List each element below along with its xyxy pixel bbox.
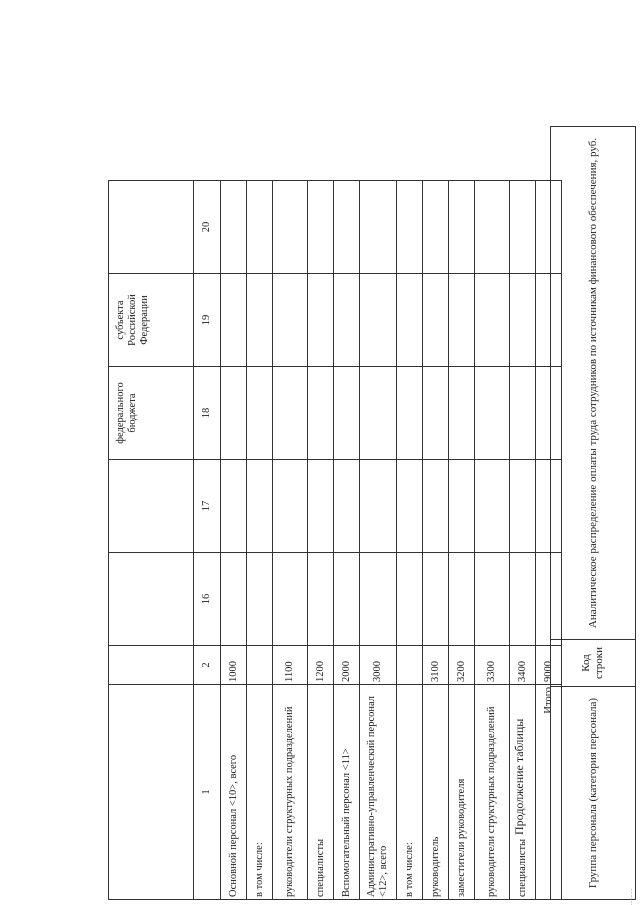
- header-cell-16: [109, 553, 194, 646]
- row-label: Основной персонал <10>, всего: [221, 685, 247, 900]
- row-label: Административно-управленческий персонал <12>, всего: [360, 685, 397, 900]
- row-code: [397, 646, 423, 685]
- table-row: [221, 181, 247, 900]
- column-number: 20: [194, 181, 221, 274]
- row-label: заместители руководителя: [449, 685, 475, 900]
- column-number: 17: [194, 460, 221, 553]
- row-code: 1100: [273, 646, 308, 685]
- column-number: 18: [194, 367, 221, 460]
- row-code: 2000: [334, 646, 360, 685]
- table-row: [397, 181, 423, 900]
- table-row: [423, 181, 449, 900]
- table-row: [475, 181, 510, 900]
- bottom-header-row: [551, 127, 636, 900]
- row-label: Вспомогательный персонал <11>: [334, 685, 360, 900]
- bottom-col-code: Код строки: [551, 640, 636, 687]
- federal-budget-label: федерального бюджета: [115, 382, 138, 444]
- row-code: [247, 646, 273, 685]
- header-cell-federal: [109, 367, 194, 460]
- total-code: 9000: [536, 646, 562, 685]
- row-label: специалисты: [308, 685, 334, 900]
- column-number: 19: [194, 274, 221, 367]
- table-row: [334, 181, 360, 900]
- column-number: 2: [194, 646, 221, 685]
- header-cell-code: [109, 646, 194, 685]
- subject-rf-label: субъекта Российской Федерации: [115, 294, 150, 346]
- header-cell-label: [109, 685, 194, 900]
- bottom-col-distribution: Аналитическое распределение оплаты труда сотрудников по источникам финансового обеспечения, руб.: [551, 127, 636, 640]
- header-cell-subject: [109, 274, 194, 367]
- table-row: [273, 181, 308, 900]
- row-label: в том числе:: [247, 685, 273, 900]
- table-row: [308, 181, 334, 900]
- row-label: специалисты: [510, 685, 536, 900]
- continuation-caption: Продолжение таблицы: [512, 718, 526, 835]
- header-cell-17: [109, 460, 194, 553]
- header-cell-20: [109, 181, 194, 274]
- bottom-col-group: Группа персонала (категория персонала): [551, 687, 636, 900]
- total-label: Итого: [536, 685, 562, 900]
- row-code: 3300: [475, 646, 510, 685]
- table-header-row: [109, 181, 194, 900]
- row-label: в том числе:: [397, 685, 423, 900]
- margin-mark: ...........: [628, 888, 634, 905]
- table-row: [449, 181, 475, 900]
- column-number: 1: [194, 685, 221, 900]
- row-label: руководители структурных подразделений: [273, 685, 308, 900]
- row-code: 3100: [423, 646, 449, 685]
- table-row: [360, 181, 397, 900]
- row-label: руководитель: [423, 685, 449, 900]
- column-number: 16: [194, 553, 221, 646]
- row-code: 3400: [510, 646, 536, 685]
- row-code: 1000: [221, 646, 247, 685]
- row-label: руководители структурных подразделений: [475, 685, 510, 900]
- bottom-table: [550, 126, 636, 900]
- column-number-row: [194, 181, 221, 900]
- row-code: 3000: [360, 646, 397, 685]
- row-code: 3200: [449, 646, 475, 685]
- main-table: [108, 180, 562, 900]
- table-row: [247, 181, 273, 900]
- row-code: 1200: [308, 646, 334, 685]
